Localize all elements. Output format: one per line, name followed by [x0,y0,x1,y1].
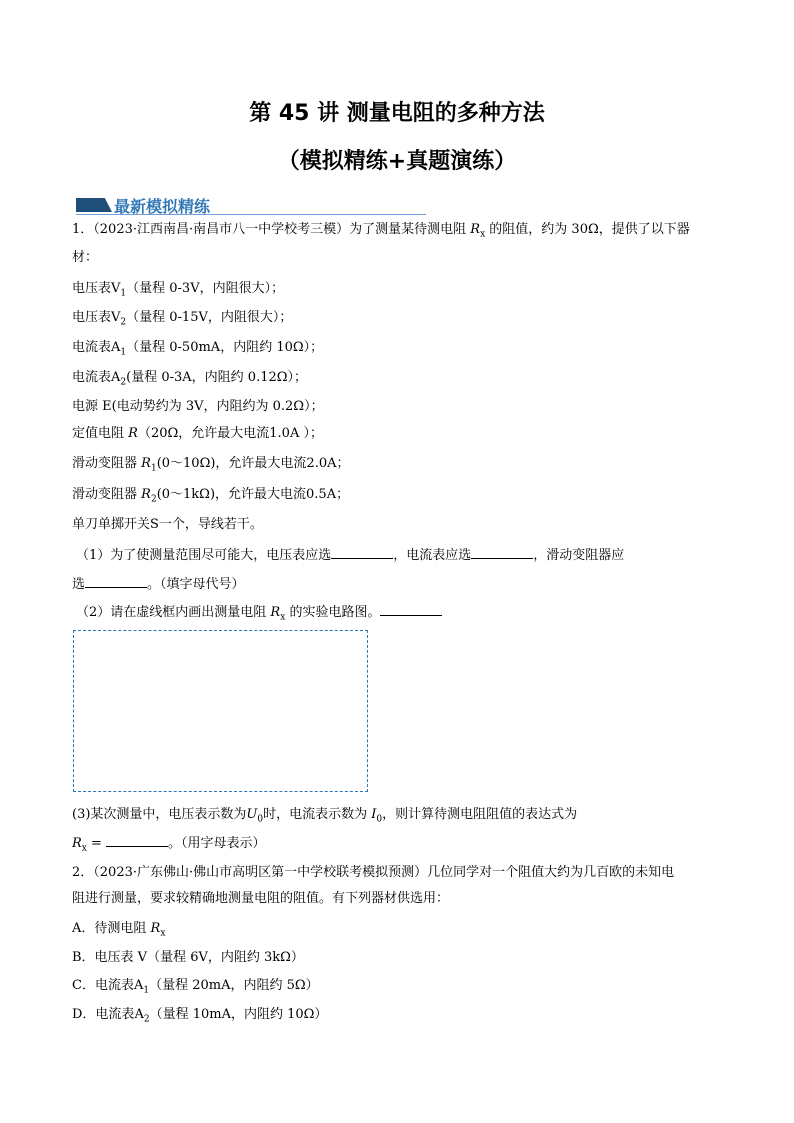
section-header [76,195,426,217]
q1-part-3-cont [72,833,266,858]
q1-intro-sub: x [480,229,486,240]
q2-intro-line-2: 阻进行测量，要求较精确地测量电阻的阻值。有下列器材供选用： [72,891,450,906]
item-sub: 2 [120,317,127,328]
item-sub: 2 [120,377,127,388]
q2-number: 2． [72,865,94,880]
part-sub: x [81,843,87,854]
item-var: R [141,456,151,471]
answer-blank-ammeter[interactable] [471,545,533,559]
option-text: （量程 20mA，内阻约 5Ω） [149,978,319,993]
q1-item-rheostat-2 [72,486,349,509]
answer-blank-expression[interactable] [106,833,168,847]
option-sub: 2 [143,1014,150,1025]
item-sub: 1 [120,288,127,299]
item-var: R [128,426,138,441]
part-text: 时，电流表示数为 [263,807,368,822]
q1-number: 1． [72,222,94,237]
part-sub: x [280,612,286,623]
item-label: 滑动变阻器 [72,487,138,502]
part-var: I [371,807,377,822]
option-text: A．待测电阻 [72,921,147,936]
q2-intro-line [72,864,674,882]
part-var: U [246,807,258,822]
option-sub: x [160,928,166,939]
option-sub: 1 [143,985,150,996]
item-symbol: V [111,281,121,296]
section-label: 最新模拟精练 [114,197,211,216]
item-label: 电压表 [72,310,112,325]
part-text: (3)某次测量中，电压表示数为 [72,807,247,822]
part-sub: 0 [376,814,383,825]
q1-item-a2 [72,369,307,392]
option-symbol: A [134,1007,144,1022]
item-symbol: A [111,370,121,385]
q1-intro-text-b: 的阻值，约为 30Ω，提供了以下器 [489,222,690,237]
q1-item-fixed-resistor [72,425,323,443]
q2-option-c [72,977,319,1000]
answer-blank-circuit[interactable] [380,602,442,616]
item-spec: (0～10Ω)，允许最大电流2.0A； [156,456,350,471]
part-text: （2）请在虚线框内画出测量电阻 [76,605,267,620]
q2-option-a [72,920,165,943]
item-spec: （20Ω，允许最大电流1.0A ）； [137,426,323,441]
q1-item-v2 [72,309,292,332]
part-var: R [270,605,281,620]
item-symbol: A [111,340,121,355]
q1-item-a1 [72,339,323,362]
item-label: 定值电阻 [72,426,125,441]
circuit-drawing-box[interactable] [73,630,368,792]
item-spec: （量程 0-15V，内阻很大）； [126,310,293,325]
item-var: R [141,487,151,502]
item-sub: 2 [150,494,157,505]
q1-part-2 [76,602,442,627]
q1-item-v1 [72,280,284,303]
q2-intro-text: （2023·广东佛山·佛山市高明区第一中学校联考模拟预测）几位同学对一个阻值大约为几百欧的未知电 [93,865,675,880]
item-symbol: V [111,310,121,325]
item-spec: (0～1kΩ)，允许最大电流0.5A； [156,487,350,502]
option-symbol: A [133,978,144,993]
q1-item-rheostat-1 [72,455,350,478]
q1-intro-text-a: （2023·江西南昌·南昌市八一中学校考三模）为了测量某待测电阻 [93,222,467,237]
part-var: R [72,836,82,851]
q2-option-b: B．电压表 V（量程 6V，内阻约 3kΩ） [72,950,304,965]
q1-intro-line-2: 材： [72,250,99,265]
part-text: 。（填字母代号） [147,577,245,592]
q1-item-switch: 单刀单掷开关S一个，导线若干。 [72,517,263,532]
part-text: 。（用字母表示） [168,836,266,851]
option-text: （量程 10mA，内阻约 10Ω） [149,1007,328,1022]
q2-option-d [72,1006,327,1029]
item-spec: （量程 0-3V，内阻很大）； [126,281,285,296]
section-rule [76,214,426,215]
answer-blank-rheostat[interactable] [85,574,147,588]
option-var: R [150,921,161,936]
item-sub: 1 [120,347,127,358]
part-sub: 0 [257,814,264,825]
option-text: D．电流表 [72,1007,135,1022]
chevron-bar-icon [76,198,112,212]
part-text: 的实验电路图。 [289,605,381,620]
q1-item-source: 电源 E(电动势约为 3V，内阻约为 0.2Ω）； [72,399,324,414]
item-sub: 1 [150,463,157,474]
part-text: 选 [72,577,86,592]
part-text: = [86,836,107,851]
item-label: 电流表 [72,370,112,385]
item-spec: (量程 0-3A，内阻约 0.12Ω）； [126,370,308,385]
part-text: ，滑动变阻器应 [533,548,625,563]
q1-intro-var: R [470,222,481,237]
q1-part-1-cont [72,574,245,594]
q1-intro-line [72,221,690,244]
q1-part-1 [76,545,624,565]
part-text: ，则计算待测电阻阻值的表达式为 [382,807,578,822]
option-text: C．电流表 [72,978,134,993]
item-spec: （量程 0-50mA，内阻约 10Ω）； [126,340,324,355]
page-subtitle: （模拟精练+真题演练） [277,149,517,174]
part-text: （1）为了使测量范围尽可能大，电压表应选 [76,548,332,563]
item-label: 电压表 [72,281,112,296]
q1-part-3 [72,806,577,829]
answer-blank-voltmeter[interactable] [331,545,393,559]
item-label: 滑动变阻器 [72,456,138,471]
page-title: 第 45 讲 测量电阻的多种方法 [249,101,545,126]
item-label: 电流表 [72,340,112,355]
part-text: ，电流表应选 [393,548,472,563]
